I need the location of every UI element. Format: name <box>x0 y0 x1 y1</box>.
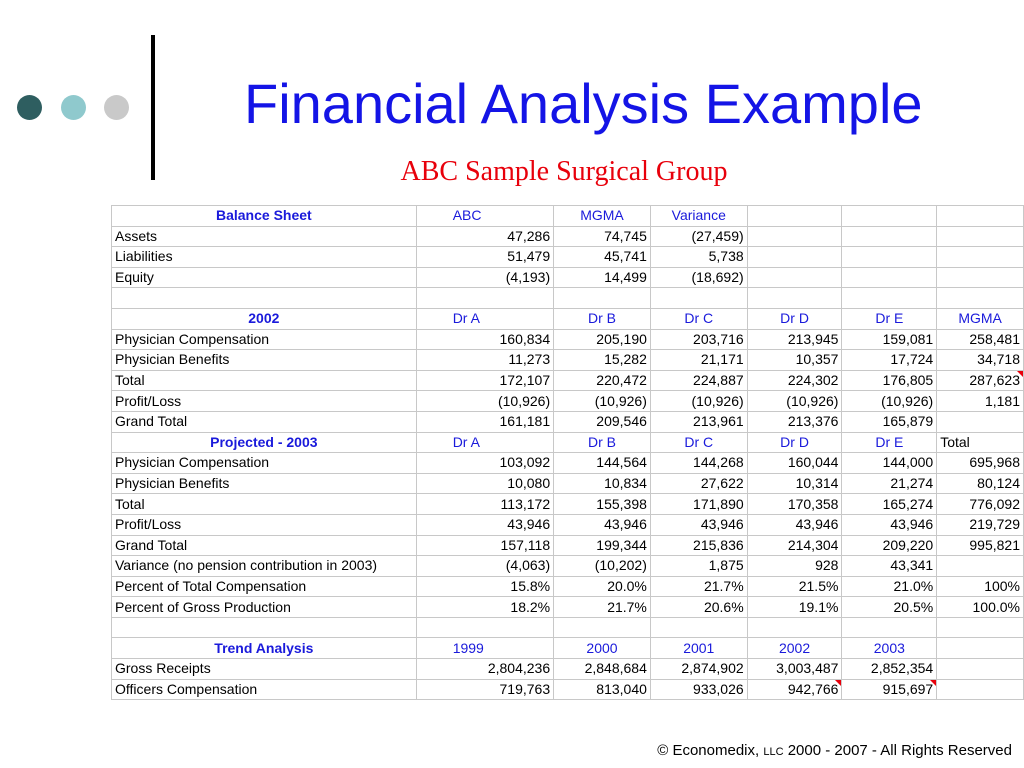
table-cell: (10,926) <box>747 391 842 412</box>
table-cell: Dr B <box>554 308 651 329</box>
table-cell <box>937 659 1024 680</box>
table-cell: 224,302 <box>747 370 842 391</box>
table-cell: Assets <box>112 226 417 247</box>
table-cell: 10,314 <box>747 473 842 494</box>
table-cell: 47,286 <box>416 226 553 247</box>
table-cell: Projected - 2003 <box>112 432 417 453</box>
table-cell: 43,946 <box>842 514 937 535</box>
table-cell: 776,092 <box>937 494 1024 515</box>
table-cell: Variance (no pension contribution in 2003) <box>112 556 417 577</box>
table-cell: 214,304 <box>747 535 842 556</box>
table-cell: Percent of Gross Production <box>112 597 417 618</box>
table-cell: (10,202) <box>554 556 651 577</box>
comment-flagged-cell[interactable]: 942,766 <box>747 679 842 700</box>
table-cell <box>747 206 842 227</box>
table-cell: 165,879 <box>842 411 937 432</box>
table-cell <box>937 206 1024 227</box>
table-cell: 2,804,236 <box>416 659 553 680</box>
table-cell: 160,044 <box>747 453 842 474</box>
table-cell: 2002 <box>112 308 417 329</box>
table-row <box>112 411 1024 432</box>
table-cell: Dr C <box>650 432 747 453</box>
table-cell: 43,946 <box>416 514 553 535</box>
table-cell: Officers Compensation <box>112 679 417 700</box>
table-cell: 43,341 <box>842 556 937 577</box>
financial-table <box>111 205 1024 700</box>
table-cell: Grand Total <box>112 411 417 432</box>
table-cell: (10,926) <box>554 391 651 412</box>
table-header-row <box>112 206 1024 227</box>
table-cell: 813,040 <box>554 679 651 700</box>
table-cell: ABC <box>416 206 553 227</box>
table-cell: 159,081 <box>842 329 937 350</box>
table-cell: 205,190 <box>554 329 651 350</box>
table-cell: Dr A <box>416 308 553 329</box>
table-cell: 258,481 <box>937 329 1024 350</box>
table-cell: 219,729 <box>937 514 1024 535</box>
table-cell: 144,564 <box>554 453 651 474</box>
table-cell: 113,172 <box>416 494 553 515</box>
table-row <box>112 597 1024 618</box>
bullet-dot-dark <box>17 95 42 120</box>
table-cell: Total <box>112 494 417 515</box>
table-cell: 160,834 <box>416 329 553 350</box>
table-cell: 100% <box>937 576 1024 597</box>
table-cell: 103,092 <box>416 453 553 474</box>
table-cell: 928 <box>747 556 842 577</box>
table-cell: 100.0% <box>937 597 1024 618</box>
table-cell: 15,282 <box>554 350 651 371</box>
table-cell: 213,961 <box>650 411 747 432</box>
table-row <box>112 453 1024 474</box>
table-header-row <box>112 432 1024 453</box>
table-cell <box>937 638 1024 659</box>
table-cell: 155,398 <box>554 494 651 515</box>
table-cell: (4,193) <box>416 267 553 288</box>
footer-prefix: © Economedix, <box>657 742 764 759</box>
table-cell: (10,926) <box>842 391 937 412</box>
table-cell: 17,724 <box>842 350 937 371</box>
table-row <box>112 267 1024 288</box>
table-cell <box>937 226 1024 247</box>
table-cell: 2001 <box>650 638 747 659</box>
table-cell: 224,887 <box>650 370 747 391</box>
table-cell: 1,181 <box>937 391 1024 412</box>
table-cell: Percent of Total Compensation <box>112 576 417 597</box>
table-cell: Dr E <box>842 432 937 453</box>
table-cell: Physician Compensation <box>112 453 417 474</box>
table-row <box>112 247 1024 268</box>
table-cell: 220,472 <box>554 370 651 391</box>
table-cell: 213,945 <box>747 329 842 350</box>
table-row <box>112 679 1024 700</box>
footer-llc: LLC <box>763 746 784 758</box>
table-cell: 172,107 <box>416 370 553 391</box>
table-cell: 43,946 <box>554 514 651 535</box>
table-cell <box>747 226 842 247</box>
table-cell: (10,926) <box>416 391 553 412</box>
table-header-row <box>112 308 1024 329</box>
table-cell: 203,716 <box>650 329 747 350</box>
table-row <box>112 535 1024 556</box>
table-cell: 21.5% <box>747 576 842 597</box>
table-cell: 14,499 <box>554 267 651 288</box>
table-cell: 51,479 <box>416 247 553 268</box>
table-cell: Balance Sheet <box>112 206 417 227</box>
table-cell: 3,003,487 <box>747 659 842 680</box>
table-cell: 10,357 <box>747 350 842 371</box>
table-cell: 176,805 <box>842 370 937 391</box>
table-cell: 20.5% <box>842 597 937 618</box>
table-cell: 43,946 <box>747 514 842 535</box>
slide-title: Financial Analysis Example <box>244 72 923 135</box>
table-cell: 1,875 <box>650 556 747 577</box>
table-cell: 215,836 <box>650 535 747 556</box>
table-cell <box>842 267 937 288</box>
table-cell: 995,821 <box>937 535 1024 556</box>
table-row <box>112 576 1024 597</box>
table-cell: 209,546 <box>554 411 651 432</box>
table-cell: MGMA <box>554 206 651 227</box>
table-cell <box>937 267 1024 288</box>
table-cell <box>937 411 1024 432</box>
table-cell: Dr B <box>554 432 651 453</box>
table-cell: 5,738 <box>650 247 747 268</box>
table-cell: Total <box>112 370 417 391</box>
slide-subtitle: ABC Sample Surgical Group <box>400 156 728 187</box>
table-header-row <box>112 638 1024 659</box>
table-row-empty <box>112 617 1024 638</box>
table-row <box>112 659 1024 680</box>
table-cell: Physician Benefits <box>112 350 417 371</box>
table-row <box>112 473 1024 494</box>
table-cell: 80,124 <box>937 473 1024 494</box>
table-cell: MGMA <box>937 308 1024 329</box>
table-cell: 15.8% <box>416 576 553 597</box>
table-cell: 171,890 <box>650 494 747 515</box>
table-cell: 45,741 <box>554 247 651 268</box>
table-cell <box>937 247 1024 268</box>
table-cell: Total <box>937 432 1024 453</box>
table-cell: (18,692) <box>650 267 747 288</box>
table-cell <box>937 679 1024 700</box>
table-cell <box>747 247 842 268</box>
table-cell: Gross Receipts <box>112 659 417 680</box>
table-cell <box>937 556 1024 577</box>
table-cell: 21.7% <box>650 576 747 597</box>
table-row <box>112 370 1024 391</box>
table-cell: 11,273 <box>416 350 553 371</box>
table-cell: Grand Total <box>112 535 417 556</box>
table-cell: Physician Benefits <box>112 473 417 494</box>
table-cell: 695,968 <box>937 453 1024 474</box>
table-cell: 34,718 <box>937 350 1024 371</box>
table-cell: 10,834 <box>554 473 651 494</box>
table-cell: (10,926) <box>650 391 747 412</box>
table-cell: 165,274 <box>842 494 937 515</box>
table-cell: 213,376 <box>747 411 842 432</box>
table-cell: Profit/Loss <box>112 514 417 535</box>
table-cell: Dr D <box>747 308 842 329</box>
table-cell <box>842 206 937 227</box>
footer-suffix: 2000 - 2007 - All Rights Reserved <box>783 742 1012 759</box>
table-cell: 161,181 <box>416 411 553 432</box>
comment-flagged-cell[interactable]: 287,623 <box>937 370 1024 391</box>
table-row <box>112 329 1024 350</box>
table-row <box>112 226 1024 247</box>
table-row <box>112 494 1024 515</box>
table-cell: 10,080 <box>416 473 553 494</box>
copyright-footer <box>657 742 1012 759</box>
table-cell: 21,274 <box>842 473 937 494</box>
table-cell: 2002 <box>747 638 842 659</box>
table-cell: 2,874,902 <box>650 659 747 680</box>
table-cell: 27,622 <box>650 473 747 494</box>
table-cell: Physician Compensation <box>112 329 417 350</box>
table-cell <box>842 226 937 247</box>
table-cell: Profit/Loss <box>112 391 417 412</box>
table-cell: Trend Analysis <box>112 638 417 659</box>
table-cell: 74,745 <box>554 226 651 247</box>
table-row-empty <box>112 288 1024 309</box>
table-cell: Equity <box>112 267 417 288</box>
table-cell: 20.6% <box>650 597 747 618</box>
table-cell: Dr E <box>842 308 937 329</box>
bullet-dot-light-teal <box>61 95 86 120</box>
table-cell: 2,848,684 <box>554 659 651 680</box>
table-cell: Variance <box>650 206 747 227</box>
table-row <box>112 514 1024 535</box>
table-row <box>112 556 1024 577</box>
table-row <box>112 391 1024 412</box>
table-cell: 157,118 <box>416 535 553 556</box>
table-cell: 21,171 <box>650 350 747 371</box>
table-cell: 933,026 <box>650 679 747 700</box>
table-cell: Dr D <box>747 432 842 453</box>
table-cell: 20.0% <box>554 576 651 597</box>
table-cell: Dr A <box>416 432 553 453</box>
table-cell: 18.2% <box>416 597 553 618</box>
table-cell: 1999 <box>416 638 553 659</box>
table-cell: 170,358 <box>747 494 842 515</box>
bullet-dot-gray <box>104 95 129 120</box>
table-cell: 2,852,354 <box>842 659 937 680</box>
table-cell: (27,459) <box>650 226 747 247</box>
table-row <box>112 350 1024 371</box>
table-cell: 144,000 <box>842 453 937 474</box>
table-cell: 2000 <box>554 638 651 659</box>
table-cell: 144,268 <box>650 453 747 474</box>
table-cell: Liabilities <box>112 247 417 268</box>
table-cell: 199,344 <box>554 535 651 556</box>
table-cell: 21.7% <box>554 597 651 618</box>
table-cell: (4,063) <box>416 556 553 577</box>
comment-flagged-cell[interactable]: 915,697 <box>842 679 937 700</box>
table-cell: 209,220 <box>842 535 937 556</box>
table-cell: 719,763 <box>416 679 553 700</box>
table-cell: 21.0% <box>842 576 937 597</box>
table-cell <box>842 247 937 268</box>
table-cell <box>747 267 842 288</box>
table-cell: 2003 <box>842 638 937 659</box>
table-cell: 19.1% <box>747 597 842 618</box>
table-cell: 43,946 <box>650 514 747 535</box>
table-cell: Dr C <box>650 308 747 329</box>
